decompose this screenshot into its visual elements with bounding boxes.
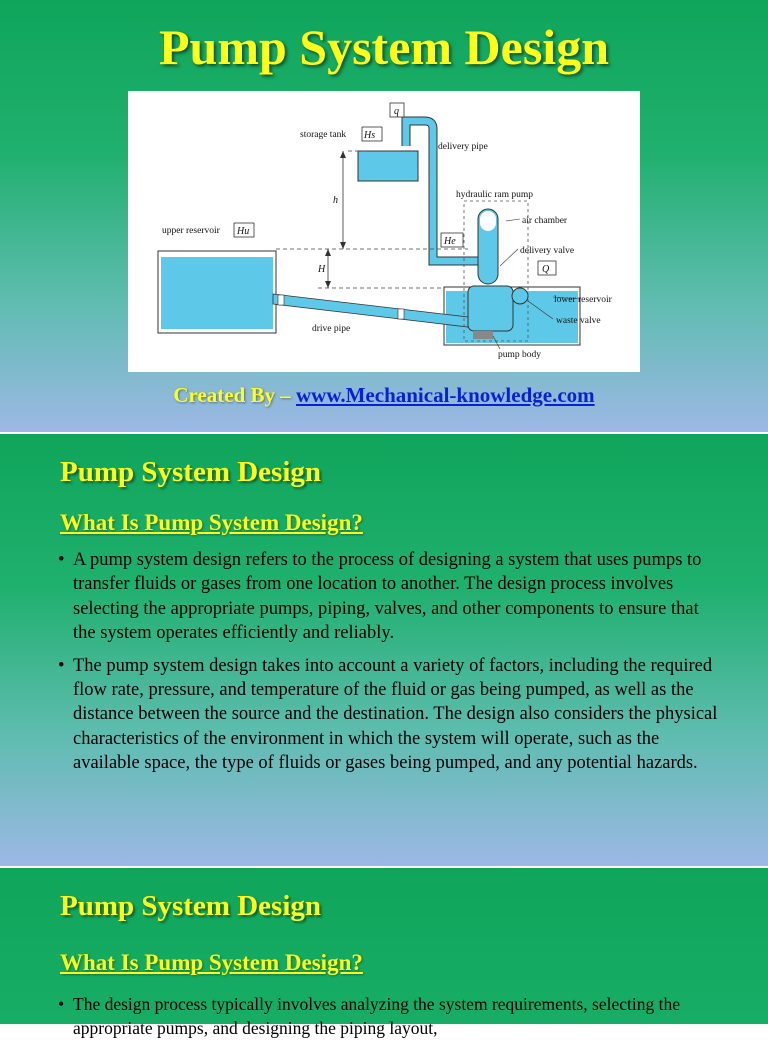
bullet-item: • The pump system design takes into account a variety of factors, including the required flow rate, pressure, and temperature of the fluid or gas being pumped, as well as the distance between the source and the destination. The design also considers the physical characteristics of the environment in which the system will operate, such as the available space, the type of fluids or gases being pumped, and any potential hazards. — [58, 655, 718, 774]
label-hydraulic-ram-pump: hydraulic ram pump — [456, 190, 534, 200]
storage-tank-water — [358, 151, 418, 181]
slide-title-heading: Pump System Design — [158, 19, 610, 75]
upper-reservoir-water — [161, 257, 273, 329]
slide3-bullet-list — [58, 992, 718, 1049]
slide-process — [0, 868, 768, 1039]
label-H: H — [318, 264, 326, 275]
label-lower-reservoir: lower reservoir — [554, 295, 612, 305]
bullet-text: The pump system design takes into account a variety of factors, including the required flow rate, pressure, and temperature of the fluid or gas being pumped, as well as the distance between the source and the destination. The design also considers the physical characteristics of the environment in which the system will operate, such as the available space, the type of fluids or gases being pumped, and any potential hazards. — [73, 655, 718, 774]
air-chamber-air — [480, 211, 496, 231]
slide2-title: Pump System Design — [60, 456, 322, 488]
pump-body — [468, 286, 513, 331]
slide2-subtitle: What Is Pump System Design? — [60, 510, 363, 535]
bullet-item: • A pump system design refers to the process of designing a system that uses pumps to transfer fluids or gases from one location to another. The design process involves selecting the appropriate pumps, piping, valves, and other components to ensure that the system operates efficiently and reliably. — [58, 550, 702, 644]
slide3-title: Pump System Design — [60, 890, 322, 922]
bullet-text: A pump system design refers to the process of designing a system that uses pumps to transfer fluids or gases from one location to another. The design process involves selecting the appropriate pumps, piping, valves, and other components to ensure that the system operates efficiently and reliably. — [73, 550, 702, 644]
label-drive-pipe: drive pipe — [312, 324, 351, 334]
pump-base — [473, 331, 493, 339]
label-storage-tank: storage tank — [300, 130, 347, 140]
label-Hs: Hs — [364, 130, 376, 141]
label-upper-reservoir: upper reservoir — [162, 226, 220, 236]
slide3-subtitle: What Is Pump System Design? — [60, 950, 363, 975]
drive-pipe — [273, 294, 468, 327]
credit-line — [0, 383, 768, 408]
label-Hu: Hu — [237, 226, 250, 237]
bullet-text: The design process typically involves analyzing the system requirements, selecting the appropriate pumps, and designing the piping layout, — [73, 994, 680, 1039]
label-delivery-pipe: delivery pipe — [438, 142, 488, 152]
label-delivery-valve: delivery valve — [520, 246, 575, 256]
label-q: q — [394, 106, 399, 117]
hydraulic-ram-pump-diagram — [128, 91, 640, 372]
slide-definition — [0, 434, 768, 866]
diagram-svg — [128, 91, 640, 372]
credit-link[interactable]: www.Mechanical-knowledge.com — [296, 383, 595, 407]
waste-valve-disk — [512, 288, 528, 304]
label-air-chamber: air chamber — [522, 216, 568, 226]
drive-pipe-joint-2 — [398, 309, 404, 319]
bullet-item: • The design process typically involves analyzing the system requirements, selecting the appropriate pumps, and designing the piping layout, — [58, 994, 680, 1039]
slide2-bullet-list — [58, 548, 718, 784]
label-pump-body: pump body — [498, 350, 542, 360]
label-h: h — [333, 195, 338, 206]
drive-pipe-joint-1 — [278, 295, 284, 305]
label-waste-valve: waste valve — [556, 316, 601, 326]
credit-prefix: Created By – — [173, 383, 297, 407]
label-Q: Q — [542, 264, 550, 275]
slide-title — [0, 0, 768, 432]
label-He: He — [444, 236, 456, 247]
